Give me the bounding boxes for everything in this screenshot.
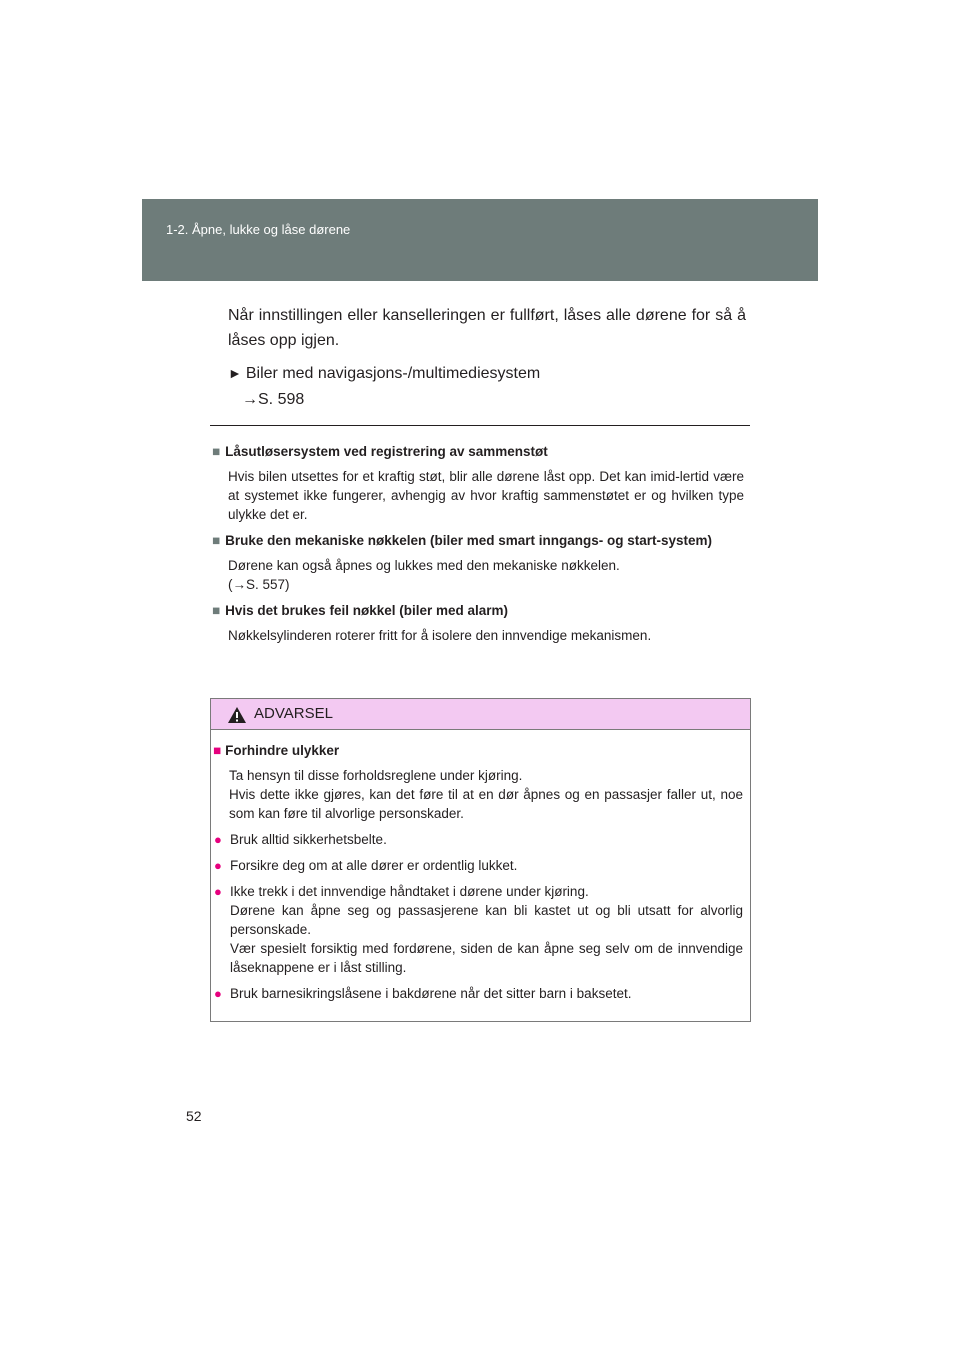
warning-bullet bbox=[213, 882, 743, 977]
warning-line: Ta hensyn til disse forholdsreglene under kjøring. bbox=[229, 768, 523, 783]
square-bullet-icon: ■ bbox=[213, 743, 222, 758]
warning-title bbox=[213, 741, 743, 760]
notes-block bbox=[212, 442, 744, 652]
note-body-line: Dørene kan også åpnes og lukkes med den mekaniske nøkkelen. bbox=[228, 558, 620, 573]
divider bbox=[210, 425, 750, 426]
bullet-text: Forsikre deg om at alle dører er ordentlig lukket. bbox=[230, 858, 518, 873]
warning-box bbox=[210, 698, 751, 1022]
bullet-text-group bbox=[230, 882, 743, 977]
bullet-text: Bruk alltid sikkerhetsbelte. bbox=[230, 832, 387, 847]
warning-title-text: Forhindre ulykker bbox=[225, 743, 340, 758]
square-bullet-icon: ■ bbox=[212, 603, 221, 618]
note-item bbox=[212, 442, 744, 524]
warning-line: Hvis dette ikke gjøres, kan det føre til at en dør åpnes og en passasjer faller ut, noe som kan føre til alvorlige personskader. bbox=[229, 787, 743, 821]
triangle-marker-icon: ► bbox=[228, 365, 242, 381]
warning-bullet bbox=[213, 856, 743, 875]
round-bullet-icon: ● bbox=[214, 832, 222, 847]
note-item bbox=[212, 531, 744, 594]
page-reference-link[interactable]: →S. 598 bbox=[242, 391, 305, 408]
bullet-text: Ikke trekk i det innvendige håndtaket i dørene under kjøring. bbox=[230, 884, 589, 899]
square-bullet-icon: ■ bbox=[212, 533, 221, 548]
section-header bbox=[142, 199, 818, 281]
nav-item bbox=[228, 361, 746, 386]
nav-label: Biler med navigasjons-/multimediesystem bbox=[245, 365, 541, 382]
note-body bbox=[212, 556, 744, 594]
note-title bbox=[212, 442, 744, 461]
warning-label: ADVARSEL bbox=[254, 705, 333, 722]
note-body: Nøkkelsylinderen roterer fritt for å isolere den innvendige mekanismen. bbox=[228, 628, 652, 643]
note-title bbox=[212, 531, 744, 550]
note-title-text: Hvis det brukes feil nøkkel (biler med alarm) bbox=[225, 603, 509, 618]
warning-text bbox=[213, 766, 743, 823]
page-number: 52 bbox=[186, 1108, 202, 1124]
intro-paragraph: Når innstillingen eller kanselleringen er fullført, låses alle dørene for så å låses opp igjen. bbox=[228, 307, 746, 349]
bullet-text: Bruk barnesikringslåsene i bakdørene når det sitter barn i baksetet. bbox=[230, 986, 632, 1001]
warning-triangle-icon bbox=[227, 706, 247, 729]
note-title bbox=[212, 601, 744, 620]
warning-bullet bbox=[213, 830, 743, 849]
warning-header bbox=[211, 699, 750, 730]
note-body: Hvis bilen utsettes for et kraftig støt, blir alle dørene låst opp. Det kan imid-lertid være at systemet ikke fungerer, avhengig av hvor kraftig sammenstøtet er og hvilken type ulykke det er. bbox=[228, 469, 744, 522]
round-bullet-icon: ● bbox=[214, 884, 222, 899]
round-bullet-icon: ● bbox=[214, 986, 222, 1001]
bullet-text: Vær spesielt forsiktig med fordørene, siden de kan åpne seg selv om de innvendige låseknappene er i låst stilling. bbox=[230, 941, 743, 975]
note-title-text: Bruke den mekaniske nøkkelen (biler med smart inngangs- og start-system) bbox=[225, 533, 713, 548]
section-title: 1-2. Åpne, lukke og låse dørene bbox=[166, 222, 351, 237]
note-item bbox=[212, 601, 744, 645]
bullet-text: Dørene kan åpne seg og passasjerene kan bli kastet ut og bli utsatt for alvorlig personskade. bbox=[230, 903, 743, 937]
page-reference-link[interactable]: (→S. 557) bbox=[228, 577, 290, 592]
intro-block bbox=[228, 303, 746, 412]
square-bullet-icon: ■ bbox=[212, 444, 221, 459]
note-title-text: Låsutløsersystem ved registrering av sammenstøt bbox=[225, 444, 548, 459]
round-bullet-icon: ● bbox=[214, 858, 222, 873]
warning-body bbox=[213, 741, 743, 1003]
warning-bullet bbox=[213, 984, 743, 1003]
